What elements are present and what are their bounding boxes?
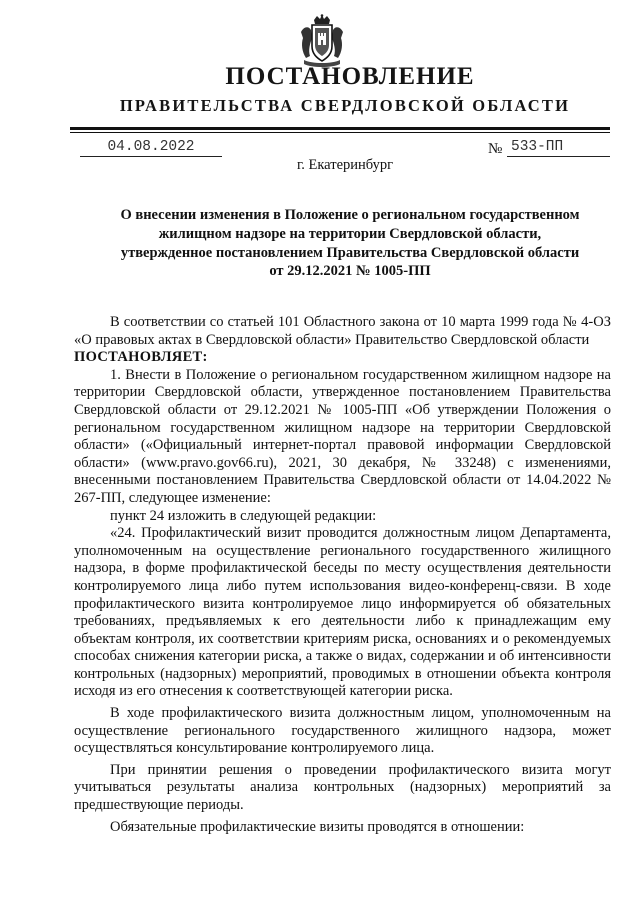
- number-label: №: [488, 141, 503, 157]
- issuing-authority: ПРАВИТЕЛЬСТВА СВЕРДЛОВСКОЙ ОБЛАСТИ: [119, 96, 571, 115]
- consultation-paragraph: В ходе профилактического визита должностным лицом, уполномоченным на осуществление регионального государственного жилищного надзора, может осуществляться консультирование контролируемого лица.: [74, 705, 611, 757]
- coat-of-arms-icon: [298, 14, 346, 68]
- clause-24-paragraph: «24. Профилактический визит проводится должностным лицом Департамента, уполномоченным на осуществление регионального государственного жилищного надзора, в форме профилактической беседы по месту осуществления деятельности контролируемого лица либо путем использования видео-конференц-связи. В ходе профилактического визита контролируемое лицо информируется об обязательных требованиях, предъявляемых к его деятельности либо к принадлежащим ему объектам контроля, их соответствии критериям риска, основаниях и о рекомендуемых способах снижения категории риска, а также о видах, содержании и об интенсивности контрольных (надзорных) мероприятий, проводимых в отношении объекта контроля исходя из его отнесения к соответствующей категории риска.: [74, 525, 611, 700]
- heading-line: О внесении изменения в Положение о региональном государственном: [120, 207, 580, 223]
- header-divider-thin: [70, 132, 610, 133]
- document-body: [74, 314, 611, 836]
- heading-line: жилищном надзоре на территории Свердловской области,: [158, 225, 542, 242]
- item-1-sub-paragraph: пункт 24 изложить в следующей редакции:: [110, 507, 377, 524]
- preamble-paragraph: В соответствии со статьей 101 Областного закона от 10 марта 1999 года № 4-ОЗ «О правовых актах в Свердловской области» Правительство Свердловской области: [74, 314, 611, 348]
- heading-line: от 29.12.2021 № 1005-ПП: [269, 263, 431, 280]
- header-divider-thick: [70, 127, 610, 130]
- item-1-paragraph: 1. Внести в Положение о региональном государственном жилищном надзоре на территории Свердловской области, утвержденное постановлением Правительства Свердловской области от 29.12.2021 № 1005-ПП «Об утверждении Положения о региональном государственном жилищном надзоре на территории Свердловской области» («Официальный интернет-портал правовой информации Свердловской области» (www.pravo.gov66.ru), 2021, 30 декабря, № 33248) с изменениями, внесенными постановлением Правительства Свердловской области от 14.04.2022 № 267-ПП, следующее изменение:: [74, 366, 611, 506]
- city-name: г. Екатеринбург: [296, 157, 394, 173]
- heading-line: утвержденное постановлением Правительства Свердловской области: [120, 244, 580, 261]
- mandatory-visits-paragraph: Обязательные профилактические визиты проводятся в отношении:: [110, 818, 525, 835]
- results-paragraph: При принятии решения о проведении профилактического визита могут учитываться результаты анализа контрольных (надзорных) мероприятий за предшествующие периоды.: [74, 761, 611, 814]
- document-heading: [60, 206, 640, 281]
- document-number: 533-ПП: [507, 139, 610, 157]
- resolves-word: ПОСТАНОВЛЯЕТ:: [74, 349, 208, 366]
- document-date: 04.08.2022: [80, 139, 222, 157]
- document-title: ПОСТАНОВЛЕНИЕ: [225, 63, 475, 90]
